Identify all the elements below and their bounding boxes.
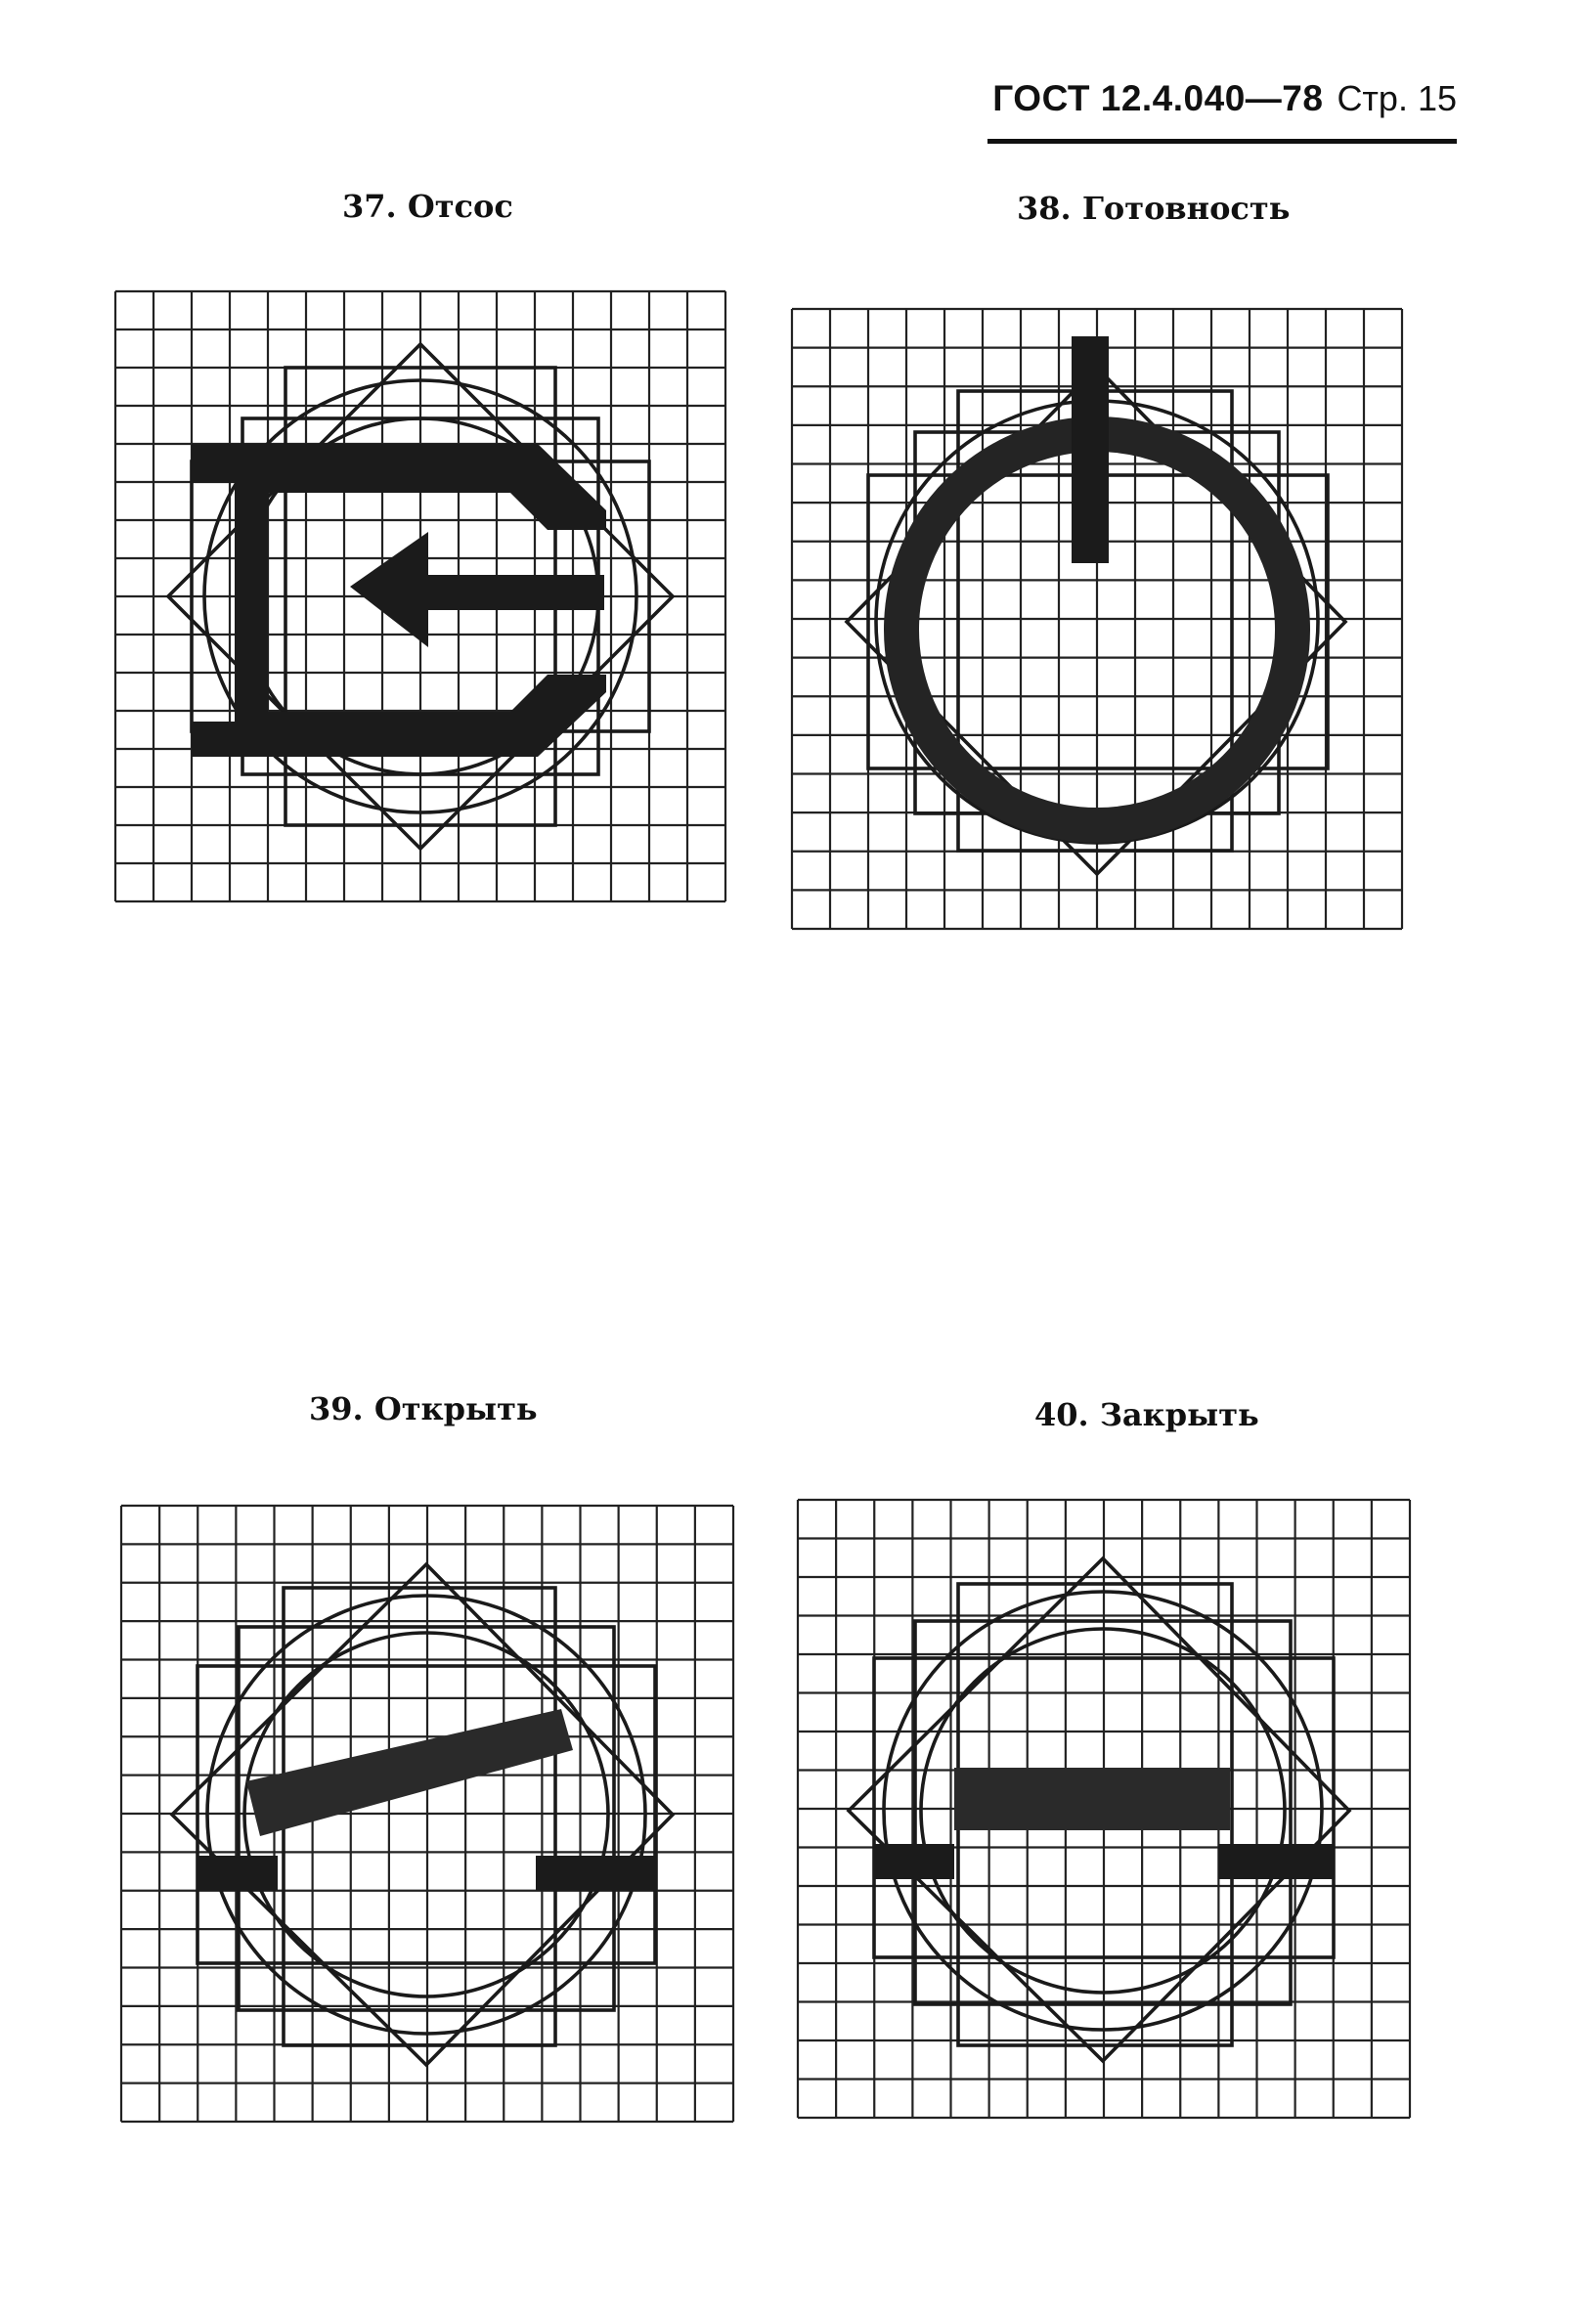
figure-37-drawing bbox=[115, 291, 725, 901]
figure-38-drawing bbox=[792, 309, 1402, 929]
figure-38-caption bbox=[1017, 190, 1290, 227]
figure-37-caption bbox=[342, 188, 513, 225]
figure-38-number: 38. bbox=[1017, 190, 1072, 227]
figure-39-number: 39. bbox=[309, 1390, 364, 1427]
figure-39-drawing bbox=[121, 1506, 733, 2122]
figure-40-caption bbox=[1034, 1396, 1259, 1433]
figure-40-number: 40. bbox=[1034, 1396, 1089, 1433]
figure-40 bbox=[798, 1500, 1410, 2118]
open-stub-right bbox=[536, 1856, 657, 1891]
figure-39-caption bbox=[309, 1390, 538, 1427]
page-number: Стр. 15 bbox=[1337, 78, 1457, 118]
figure-37 bbox=[115, 291, 725, 901]
standard-designation: ГОСТ 12.4.040—78 bbox=[992, 78, 1324, 118]
figure-39-title: Открыть bbox=[373, 1390, 538, 1427]
close-stub-right bbox=[1218, 1844, 1334, 1879]
close-bar bbox=[954, 1768, 1230, 1830]
figure-38-title: Готовность bbox=[1081, 190, 1291, 227]
page-header bbox=[987, 78, 1457, 144]
open-bar bbox=[246, 1709, 573, 1836]
readiness-bar bbox=[1072, 336, 1109, 563]
close-stub-left bbox=[874, 1844, 954, 1879]
grid-background bbox=[121, 1506, 733, 2122]
figure-37-number: 37. bbox=[342, 188, 397, 225]
figure-40-title: Закрыть bbox=[1099, 1396, 1259, 1433]
figure-40-drawing bbox=[798, 1500, 1410, 2118]
figure-37-title: Отсос bbox=[407, 188, 513, 225]
figure-38 bbox=[792, 309, 1402, 929]
figure-39 bbox=[121, 1506, 733, 2122]
suction-arrow bbox=[350, 532, 604, 647]
open-stub-left bbox=[197, 1856, 278, 1891]
